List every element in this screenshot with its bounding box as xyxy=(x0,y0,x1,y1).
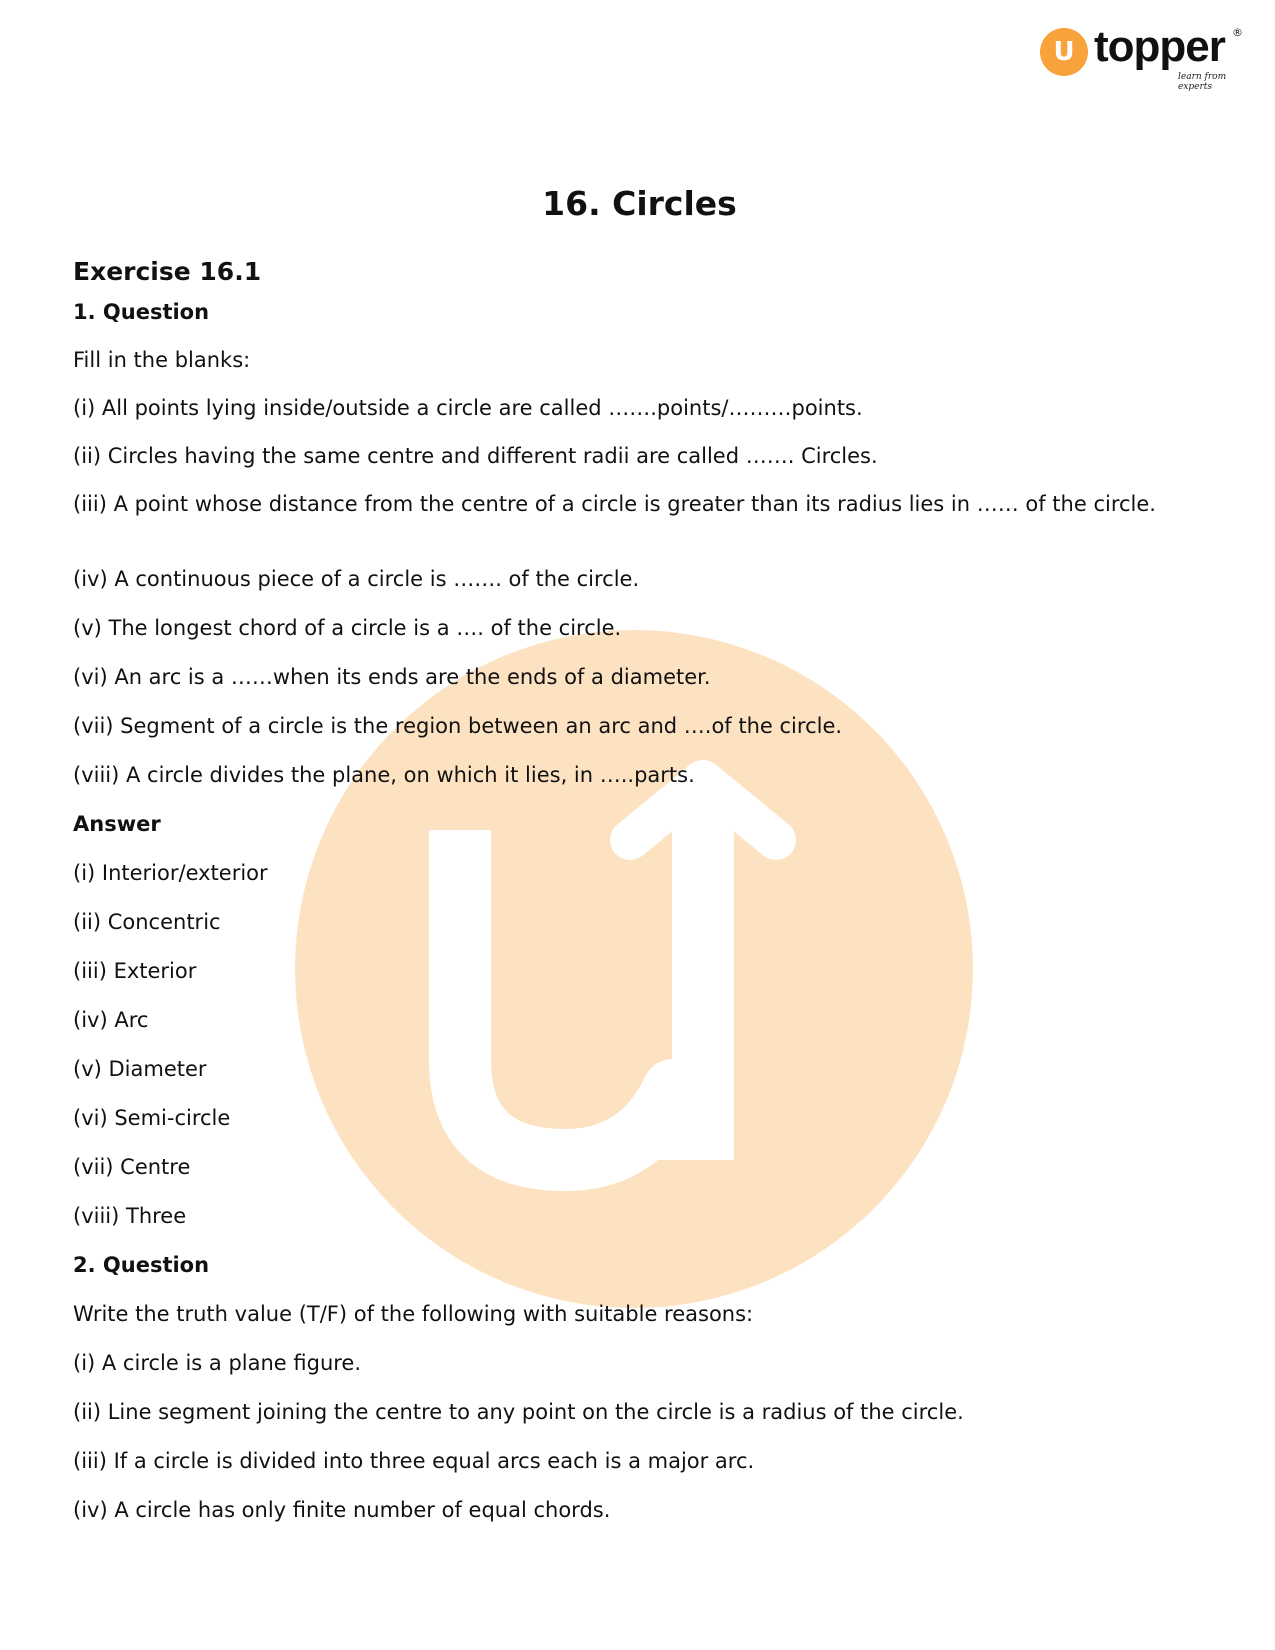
answer-item: (ii) Concentric xyxy=(73,910,221,934)
logo-u-icon: U xyxy=(1040,28,1088,76)
answer-item: (v) Diameter xyxy=(73,1057,207,1081)
question-item: (iv) A circle has only finite number of equal chords. xyxy=(73,1498,611,1522)
topper-logo[interactable] xyxy=(1040,22,1243,92)
logo-wordmark: topper xyxy=(1094,22,1225,71)
exercise-title: Exercise 16.1 xyxy=(73,257,262,286)
answer-item: (iii) Exterior xyxy=(73,959,197,983)
question-item: (v) The longest chord of a circle is a …. of the circle. xyxy=(73,616,622,640)
question-item: (i) All points lying inside/outside a circle are called …….points/………points. xyxy=(73,396,863,420)
answer-heading: Answer xyxy=(73,812,161,836)
question-item: (ii) Circles having the same centre and different radii are called ……. Circles. xyxy=(73,444,878,468)
answer-item: (i) Interior/exterior xyxy=(73,861,268,885)
question-heading: 1. Question xyxy=(73,300,210,324)
answer-item: (viii) Three xyxy=(73,1204,187,1228)
question-item: (iii) If a circle is divided into three equal arcs each is a major arc. xyxy=(73,1449,755,1473)
question-item: (viii) A circle divides the plane, on which it lies, in …..parts. xyxy=(73,763,695,787)
question-prompt: Write the truth value (T/F) of the following with suitable reasons: xyxy=(73,1302,754,1326)
question-item: (ii) Line segment joining the centre to any point on the circle is a radius of the circle. xyxy=(73,1400,964,1424)
answer-item: (vi) Semi-circle xyxy=(73,1106,231,1130)
logo-tagline: learn from experts xyxy=(1178,72,1227,92)
question-item: (vi) An arc is a ……when its ends are the ends of a diameter. xyxy=(73,665,711,689)
registered-mark: ® xyxy=(1232,26,1243,39)
question-prompt: Fill in the blanks: xyxy=(73,348,251,372)
question-item: (vii) Segment of a circle is the region between an arc and ….of the circle. xyxy=(73,714,843,738)
answer-item: (iv) Arc xyxy=(73,1008,149,1032)
question-item: (i) A circle is a plane figure. xyxy=(73,1351,362,1375)
chapter-title: 16. Circles xyxy=(542,184,737,223)
answer-item: (vii) Centre xyxy=(73,1155,191,1179)
question-item: (iv) A continuous piece of a circle is ……. of the circle. xyxy=(73,567,640,591)
question-item: (iii) A point whose distance from the centre of a circle is greater than its radius lies in …… of the circle. xyxy=(73,492,1156,516)
question-heading: 2. Question xyxy=(73,1253,210,1277)
